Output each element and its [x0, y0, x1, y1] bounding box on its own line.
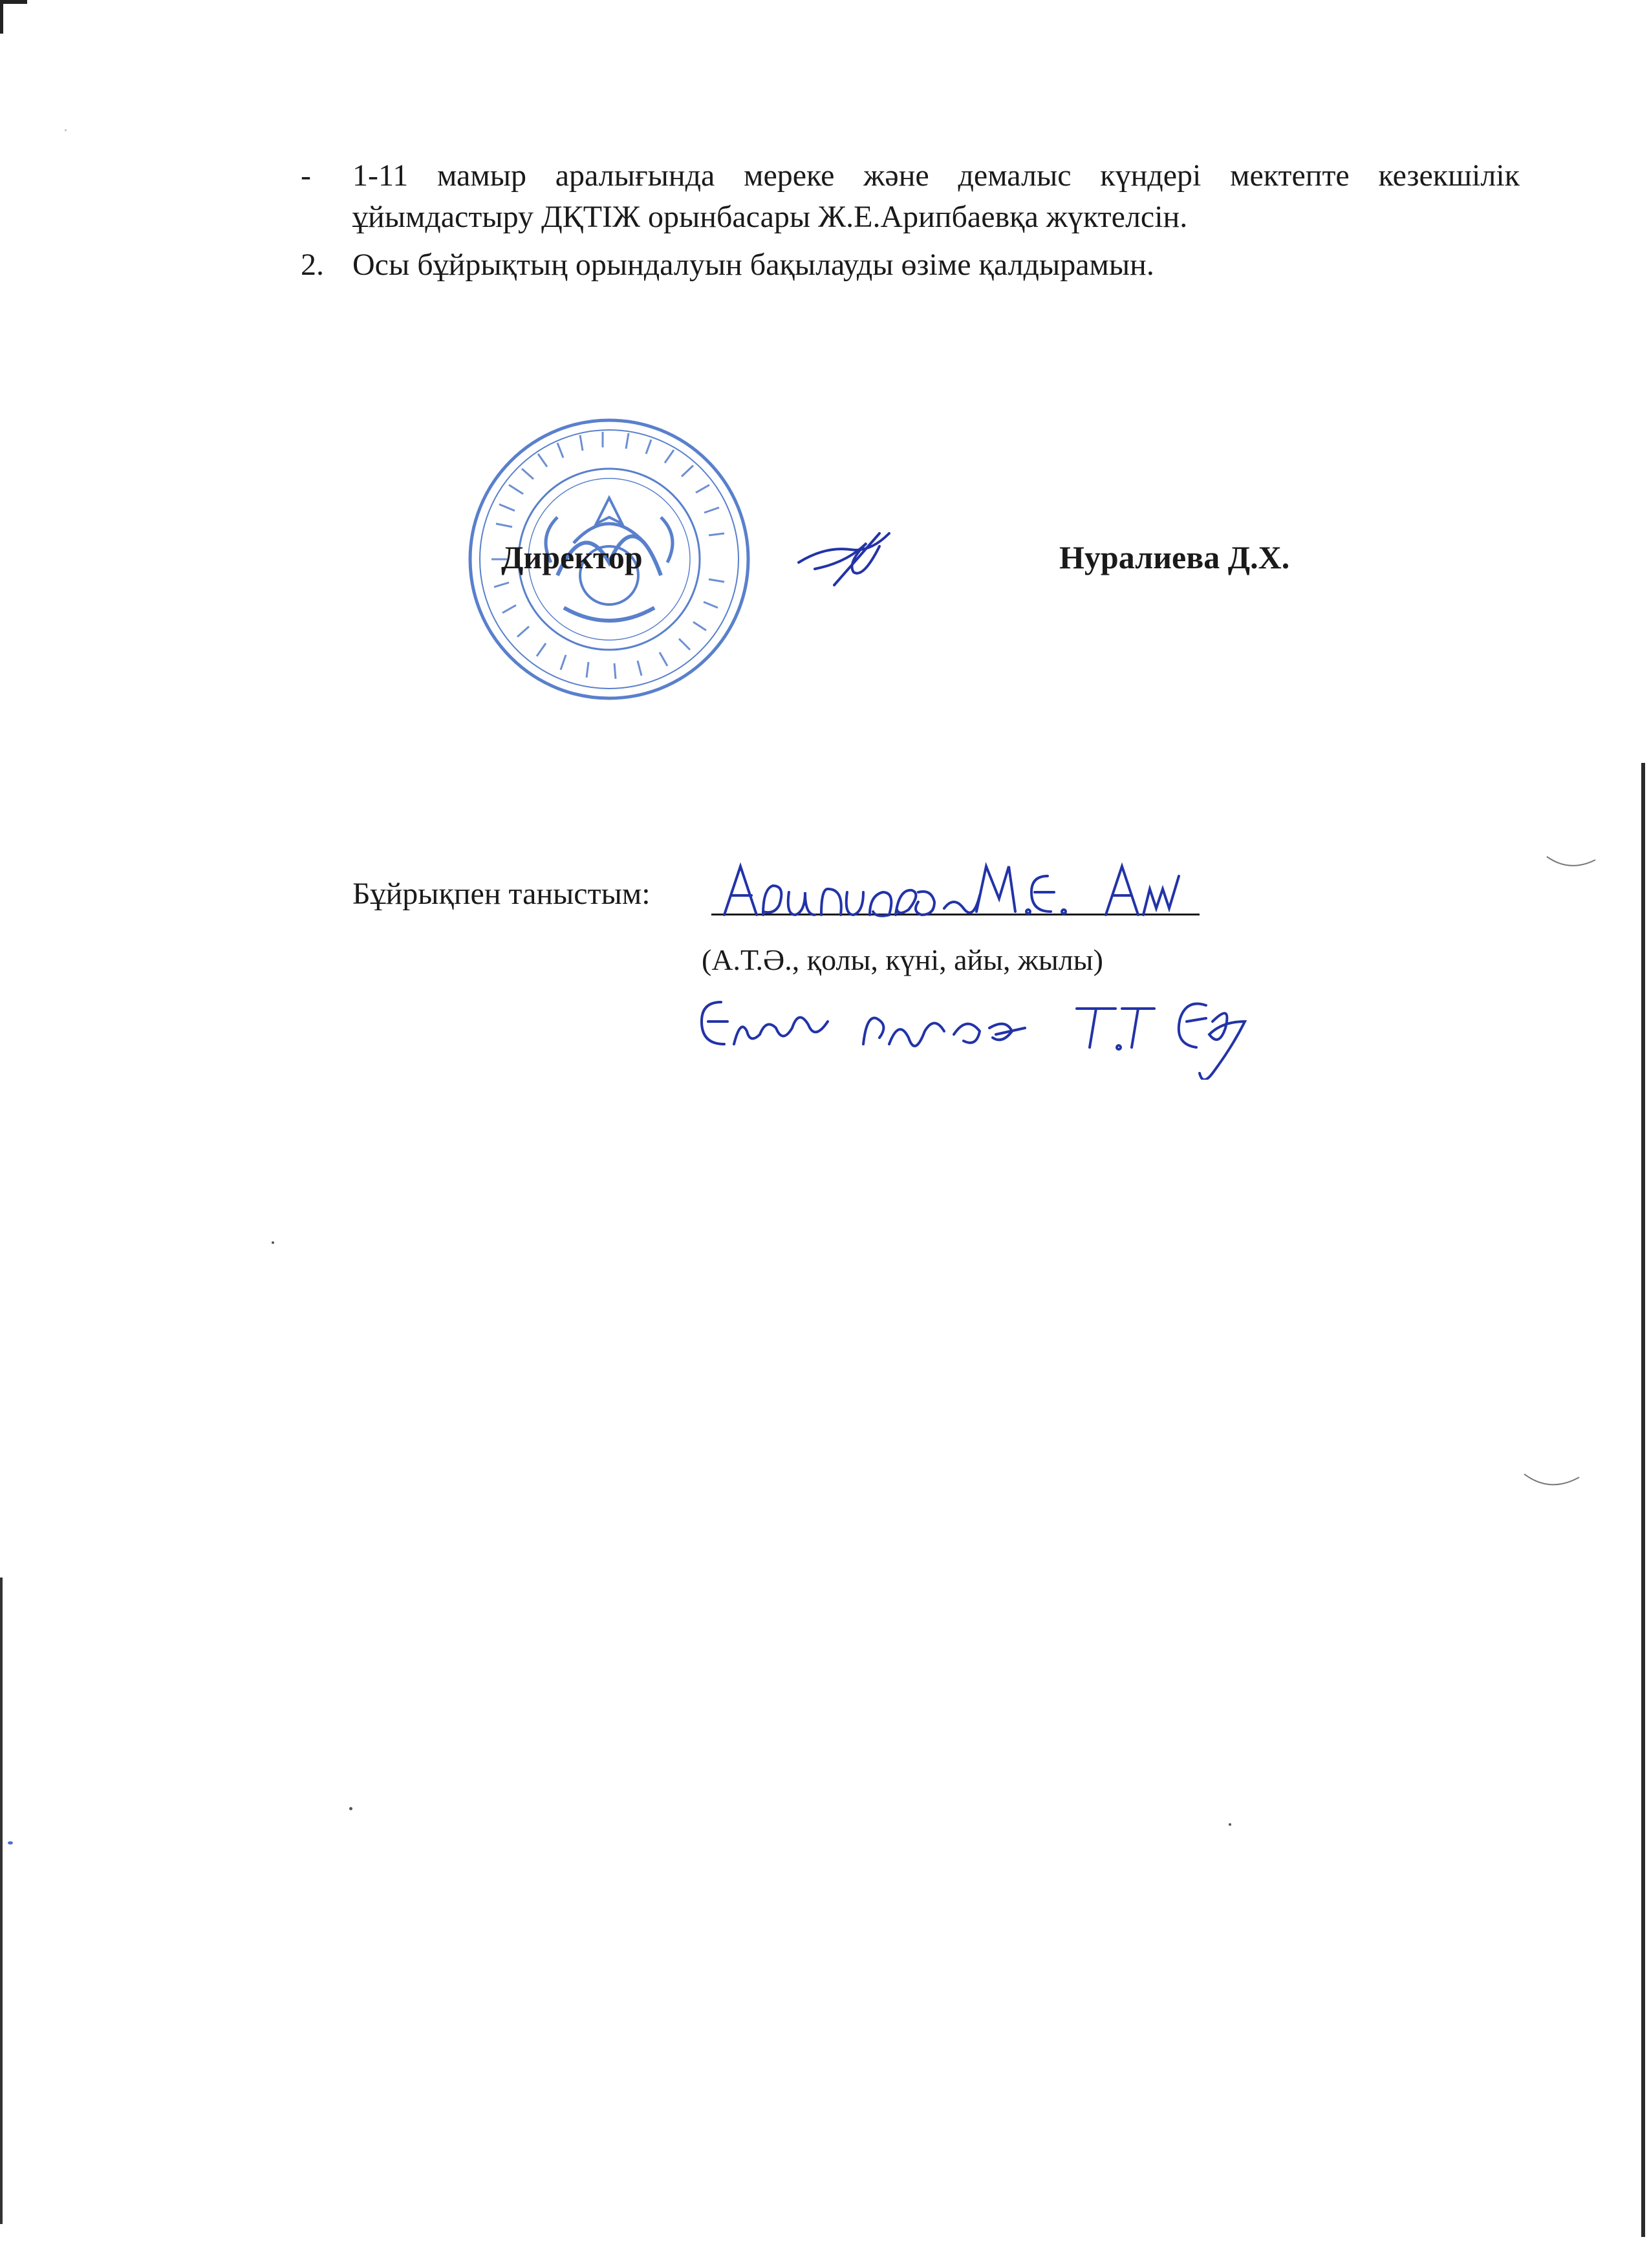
scan-speck	[349, 1807, 352, 1810]
director-name: Нуралиева Д.Х.	[1059, 539, 1290, 575]
bullet-text: 1-11 мамыр аралығында мереке және демалыс күндері мектепте кезекшілік ұйымдастыру ДҚТІЖ орынбасары Ж.Е.Арипбаевқа жүктелсін.	[352, 158, 1520, 234]
acquaintance-label: Бұйрықпен таныстым:	[352, 877, 651, 911]
handwritten-signature-1	[711, 853, 1203, 925]
bullet-marker: -	[301, 158, 311, 193]
scan-edge-mark	[0, 0, 3, 34]
numbered-text: Осы бұйрықтың орындалуын бақылауды өзіме қалдырамын.	[352, 248, 1154, 282]
acquaintance-hint: (А.Т.Ә., қолы, күні, айы, жылы)	[702, 943, 1103, 976]
scan-edge-mark	[0, 0, 27, 4]
numbered-item	[301, 244, 1520, 286]
number-marker: 2.	[301, 248, 324, 282]
scan-speck	[8, 1841, 13, 1845]
scan-speck	[272, 1241, 274, 1244]
director-title: Директор	[501, 539, 643, 575]
scan-smudge	[1546, 847, 1597, 873]
scan-speck	[65, 129, 67, 131]
handwritten-signature-2	[695, 983, 1264, 1080]
scan-edge-shadow	[1641, 763, 1645, 2237]
bullet-item	[301, 155, 1520, 238]
scan-edge-shadow	[0, 1578, 3, 2224]
director-signature	[795, 524, 905, 588]
scan-smudge	[1523, 1468, 1581, 1493]
scan-speck	[1229, 1823, 1231, 1826]
order-body	[301, 155, 1520, 286]
